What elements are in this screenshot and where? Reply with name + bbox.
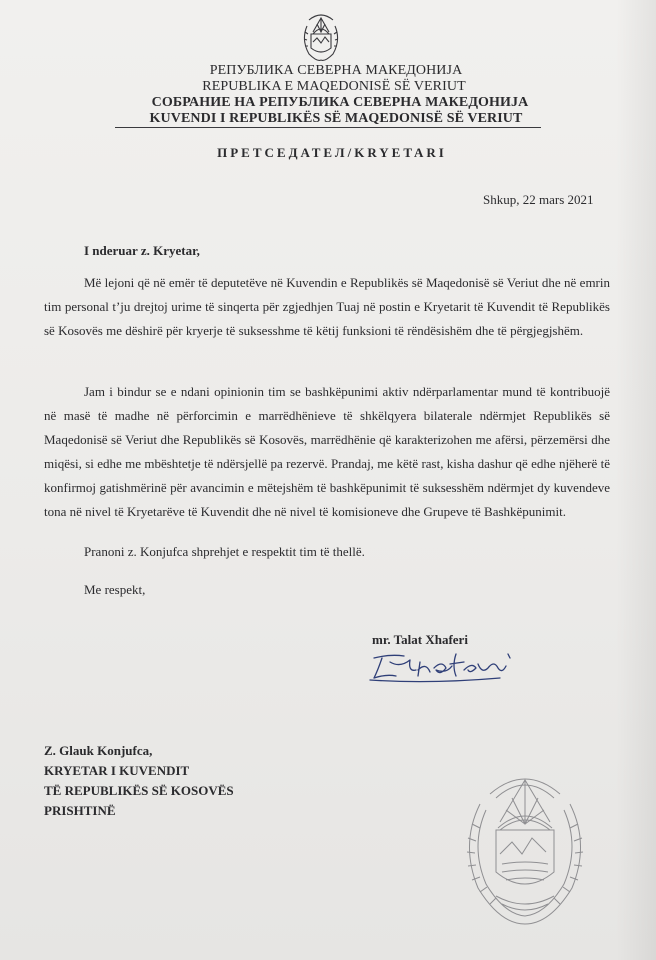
addressee-title: KRYETAR I KUVENDIT bbox=[44, 763, 190, 778]
handwritten-signature bbox=[360, 640, 520, 686]
signer-name: mr. Talat Xhaferi bbox=[372, 632, 468, 647]
coat-of-arms-watermark-icon bbox=[456, 764, 594, 932]
body-paragraph: Pranoni z. Konjufca shprehjet e respektit tim të thellë. bbox=[84, 544, 365, 559]
letterhead-country-mk: РЕПУБЛИКА СЕВЕРНА МАКЕДОНИЈА bbox=[209, 63, 463, 78]
addressee-institution: TË REPUBLIKËS SË KOSOVËS bbox=[44, 783, 234, 798]
salutation: I nderuar z. Kryetar, bbox=[84, 243, 200, 258]
body-paragraph: Më lejoni që në emër të deputetëve në Kuvendin e Republikës së Maqedonisë së Veriut dhe në emrin tim personal t’ju drejtoj urime të sinqerta për zgjedhjen Tuaj në postin e Kryetarit të Kuvendit të Republikës së Kosovës me dëshirë për kryerje të suksesshme të këtij funksioni të rëndësishëm dhe të përgjegjshëm. bbox=[44, 275, 610, 338]
body-paragraph: Jam i bindur se e ndani opinionin tim se bashkëpunimi aktiv ndërparlamentar mund të kontribuojë në masë të madhe në përforcimin e marrëdhënieve të shkëlqyera bilaterale ndërmjet Republikës së Maqedonisë së Veriut dhe Republikës së Kosovës, marrëdhënie që karakterizohen me afërsi, përzemërsi dhe miqësi, si edhe me mbështetje të ndërsjellë pa rezervë. Prandaj, me këtë rast, kisha dashur që edhe njëherë të konfirmoj gatishmërinë për avancimin e mëtejshëm të bashkëpunimit të suksesshëm ndërmjet dy kuvendeve tona në nivel të Kryetarëve të Kuvendit dhe në nivel të komisioneve dhe Grupeve të Bashkëpunimit. bbox=[44, 384, 610, 519]
letterhead-assembly-sq: KUVENDI I REPUBLIKËS SË MAQEDONISË SË VERIUT bbox=[149, 111, 523, 126]
letter-date: Shkup, 22 mars 2021 bbox=[483, 192, 594, 207]
letterhead-divider bbox=[115, 127, 541, 128]
addressee-block bbox=[44, 741, 234, 821]
page-edge-shadow bbox=[616, 0, 656, 960]
addressee-city: PRISHTINË bbox=[44, 803, 116, 818]
closing-phrase: Me respekt, bbox=[84, 582, 146, 597]
office-title: ПРЕТСЕДАТЕЛ/KRYETARI bbox=[217, 145, 447, 160]
coat-of-arms-top-icon bbox=[299, 12, 343, 62]
addressee-name: Z. Glauk Konjufca, bbox=[44, 743, 153, 758]
letterhead-assembly-mk: СОБРАНИЕ НА РЕПУБЛИКА СЕВЕРНА МАКЕДОНИЈА bbox=[151, 95, 529, 110]
letterhead-country-sq: REPUBLIKA E MAQEDONISË SË VERIUT bbox=[202, 79, 466, 94]
